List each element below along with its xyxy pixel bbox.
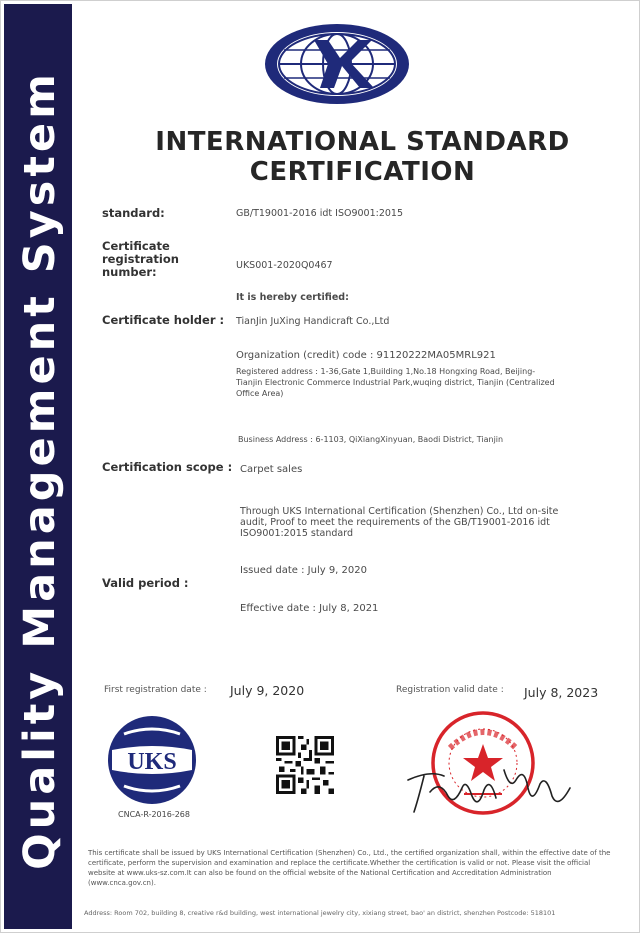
registration-label-3: number:: [102, 265, 157, 279]
signature-icon: [400, 740, 580, 830]
qr-code-icon: [276, 736, 334, 794]
holder-label: Certificate holder :: [102, 313, 225, 327]
certified-statement: It is hereby certified:: [236, 292, 349, 303]
holder-value: TianJin JuXing Handicraft Co.,Ltd: [236, 316, 390, 327]
first-registration-label: First registration date :: [104, 685, 207, 695]
standard-value: GB/T19001-2016 idt ISO9001:2015: [236, 208, 404, 219]
organization-code: Organization (credit) code : 91120222MA05MRL921: [236, 350, 496, 361]
registration-valid-date: July 8, 2023: [524, 685, 599, 700]
uks-logo-text: UKS: [127, 749, 177, 775]
sidebar-band: [4, 4, 72, 929]
scope-value: Carpet sales: [240, 464, 303, 475]
registered-address: Registered address : 1-36,Gate 1,Building 1,No.18 Hongxing Road, Beijing-Tianjin Electronic Commerce Industrial Park,wuqing district, Tianjin (Centralized Office Area): [236, 367, 555, 398]
first-registration-date: July 9, 2020: [230, 683, 305, 698]
effective-date: Effective date : July 8, 2021: [240, 603, 379, 614]
issued-date: Issued date : July 9, 2020: [240, 565, 367, 576]
standard-label: standard:: [102, 206, 165, 220]
business-address: Business Address : 6-1103, QiXiangXinyuan, Baodi District, Tianjin: [238, 435, 504, 444]
title-line-2: CERTIFICATION: [249, 157, 476, 187]
sidebar-title: Quality Management System: [15, 70, 65, 870]
valid-period-label: Valid period :: [102, 576, 189, 590]
registration-label-2: registration: [102, 252, 179, 266]
footer-notice: This certificate shall be issued by UKS International Certification (Shenzhen) Co., Ltd., the certified organization shall, within the effective date of the certificate, perform the supervision and examination and replace the certificate.Whether the certification is valid or not. Please visit the official website at www.uks-sz.com.It can also be found on the official website of the National Certification and Accreditation Administration (www.cnca.gov.cn).: [88, 849, 611, 887]
audit-statement: Through UKS International Certification (Shenzhen) Co., Ltd on-site audit, Proof to meet the requirements of the GB/T19001-2016 idt ISO9001:2015 standard: [240, 506, 559, 539]
uks-logo-icon: [104, 712, 200, 808]
globe-logo-icon: [262, 22, 412, 106]
scope-label: Certification scope :: [102, 460, 233, 474]
registration-label-1: Certificate: [102, 239, 170, 253]
registration-valid-label: Registration valid date :: [396, 685, 504, 695]
title-line-1: INTERNATIONAL STANDARD: [155, 127, 570, 157]
cnca-code: CNCA-R-2016-268: [118, 810, 190, 819]
footer-address: Address: Room 702, building 8, creative r&d building, west international jewelry city, xixiang street, bao' an district, shenzhen Postcode: 518101: [84, 909, 556, 917]
registration-number: UKS001-2020Q0467: [236, 260, 333, 271]
